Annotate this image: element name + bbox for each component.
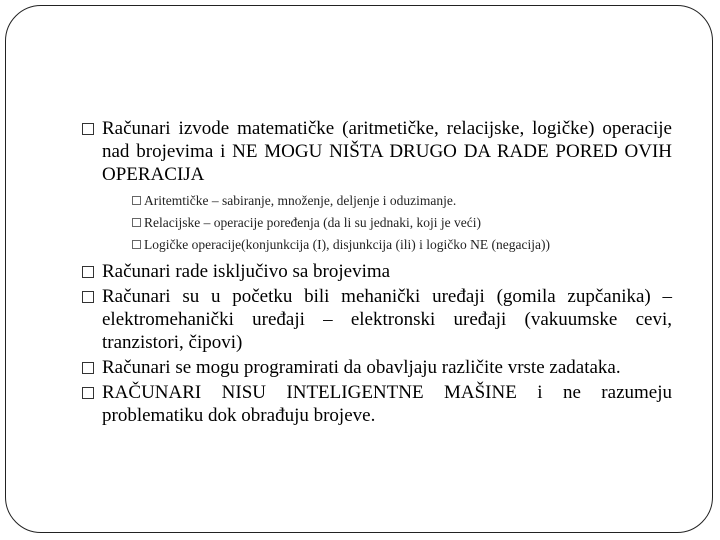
bullet-item: [80, 356, 672, 379]
bullet-item: [80, 381, 672, 427]
square-bullet-icon: [82, 291, 94, 303]
square-bullet-icon: [82, 387, 94, 399]
sub-bullet-text: Logičke operacije(konjunkcija (I), disjunkcija (ili) i logičko NE (negacija)): [144, 237, 550, 252]
sub-bullet-item: [132, 212, 672, 234]
bullet-item: [80, 260, 672, 283]
sub-bullet-item: [132, 234, 672, 256]
square-bullet-icon: [132, 196, 141, 205]
bullet-text: RAČUNARI NISU INTELIGENTNE MAŠINE i ne razumeju problematiku dok obrađuju brojeve.: [102, 382, 672, 426]
bullet-text: Računari rade isključivo sa brojevima: [102, 261, 391, 282]
sub-bullet-text: Aritemtičke – sabiranje, množenje, deljenje i oduzimanje.: [144, 193, 457, 208]
bullet-text: Računari izvode matematičke (aritmetičke, relacijske, logičke) operacije nad brojevima i NE MOGU NIŠTA DRUGO DA RADE PORED OVIH OPERACIJA: [102, 118, 672, 185]
bullet-text: Računari se mogu programirati da obavljaju različite vrste zadataka.: [102, 357, 621, 378]
sub-bullet-item: [132, 190, 672, 212]
sub-bullet-text: Relacijske – operacije poređenja (da li su jednaki, koji je veći): [144, 215, 481, 230]
sub-bullet-list: [132, 190, 672, 256]
square-bullet-icon: [82, 266, 94, 278]
square-bullet-icon: [82, 362, 94, 374]
bullet-text: Računari su u početku bili mehanički uređaji (gomila zupčanika) – elektromehanički uređaji – elektronski uređaji (vakuumske cevi, tranzistori, čipovi): [102, 286, 672, 353]
bullet-item: [80, 117, 672, 186]
square-bullet-icon: [132, 218, 141, 227]
square-bullet-icon: [132, 240, 141, 249]
bullet-item: [80, 285, 672, 354]
square-bullet-icon: [82, 123, 94, 135]
slide-content: [80, 117, 672, 429]
